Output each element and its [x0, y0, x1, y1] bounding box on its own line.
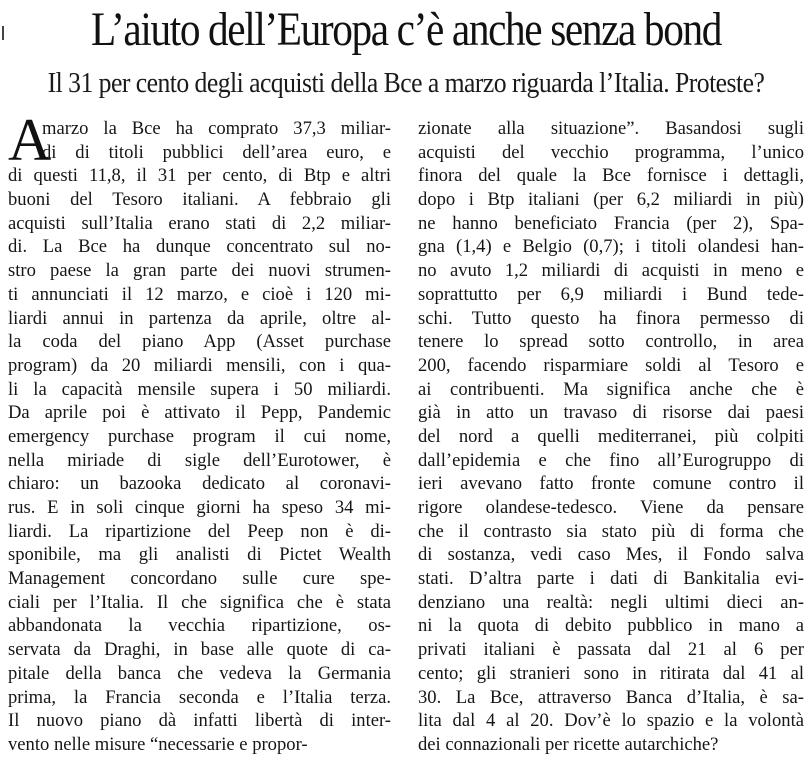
text-line: stati. D’altra parte i dati di Bankitalia evi- [418, 568, 804, 590]
subheadline: Il 31 per cento degli acquisti della Bce a marzo riguarda l’Italia. Proteste? [47, 67, 765, 99]
text-line: stro paese la gran parte dei nuovi strumen- [8, 260, 391, 282]
text-line: abbandonata la vecchia ripartizione, os- [8, 615, 391, 637]
text-line: finora del quale la Bce fornisce i dettagli, [418, 165, 804, 187]
headline: L’aiuto dell’Europa c’è anche senza bond [90, 3, 722, 56]
text-line: marzo la Bce ha comprato 37,3 miliar- [42, 118, 391, 139]
text-line: ne hanno beneficiato Francia (per 2), Spa- [418, 212, 804, 234]
text-line: program) da 20 miliardi mensili, con i qua- [8, 354, 391, 376]
text-line: cento; gli stranieri sono in ritirata dal 41 al [418, 662, 804, 684]
text-line: dopo i Btp italiani (per 6,2 miliardi in più) [418, 189, 804, 211]
text-line: rus. E in soli cinque giorni ha speso 34 mi- [8, 497, 391, 518]
text-line: sponibile, ma gli analisti di Pictet Wealth [8, 544, 391, 566]
text-line: già in atto un travaso di risorse dai paesi [418, 402, 804, 424]
text-line: che il contrasto sia stato più di forma che [418, 520, 804, 542]
text-line: dall’epidemia e che fino all’Eurogruppo di [418, 449, 804, 471]
text-line: denziano una realtà: negli ultimi dieci an- [418, 591, 804, 613]
text-line: di di titoli pubblici dell’area euro, e [42, 141, 391, 163]
text-line: ai contribuenti. Ma significa anche che è [418, 378, 804, 400]
text-line: ti annunciati il 12 marzo, e cioè i 120 mi- [8, 283, 391, 305]
article-column-right [418, 117, 804, 757]
text-line: ciali per l’Italia. Il che significa che è stata [8, 591, 391, 613]
text-line: acquisti sull’Italia erano stati di 2,2 miliar- [8, 212, 391, 234]
text-line: pitale della banca che vedeva la Germania [8, 662, 391, 684]
text-line: liardi. La ripartizione del Peep non è di- [8, 520, 391, 542]
text-line: buoni del Tesoro italiani. A febbraio gli [8, 189, 391, 211]
text-line: no avuto 1,2 miliardi di acquisti in meno e [418, 260, 804, 282]
text-line: rigore olandese-tedesco. Viene da pensare [418, 497, 804, 518]
drop-cap: A [8, 107, 52, 173]
text-line: servata da Draghi, in base alle quote di ca- [8, 639, 391, 661]
text-line: ni la quota di debito pubblico in mano a [418, 615, 804, 637]
text-line: 200, facendo risparmiare soldi al Tesoro e [418, 354, 804, 376]
text-line: la coda del piano App (Asset purchase [8, 331, 391, 353]
text-line: Il nuovo piano dà infatti libertà di inter- [8, 710, 391, 732]
text-line: zionate alla situazione”. Basandosi sugli [418, 118, 804, 139]
text-line: schi. Tutto questo ha finora permesso di [418, 307, 804, 329]
text-line: di. La Bce ha dunque concentrato sul no- [8, 236, 391, 258]
text-line: tenere lo spread sotto controllo, in area [418, 331, 804, 353]
text-line: nella miriade di sigle dell’Eurotower, è [8, 449, 391, 471]
text-line: di sostanza, vedi caso Mes, il Fondo salva [418, 544, 804, 566]
text-line: 30. La Bce, attraverso Banca d’Italia, è sa- [418, 686, 804, 708]
text-line: li la capacità mensile supera i 50 miliardi. [8, 378, 391, 400]
text-line: lita dal 4 al 20. Dov’è lo spazio e la volontà [418, 710, 804, 732]
text-line: vento nelle misure “necessarie e propor- [8, 733, 308, 755]
text-line: liardi annui in partenza da aprile, oltre al- [8, 307, 391, 329]
page-edge-mark [2, 26, 4, 40]
text-line: Management concordano sulle cure spe- [8, 568, 391, 590]
text-line: privati italiani è passata dal 21 al 6 per [418, 639, 804, 661]
text-line: prima, la Francia seconda e l’Italia terza. [8, 686, 391, 708]
text-line: emergency purchase program il cui nome, [8, 425, 391, 447]
text-line: ieri avevano fatto fronte comune contro il [418, 473, 804, 495]
text-line: Da aprile poi è attivato il Pepp, Pandemic [8, 402, 391, 424]
text-line: gna (1,4) e Belgio (0,7); i titoli olandesi han- [418, 236, 804, 258]
text-line: acquisti del vecchio programma, l’unico [418, 141, 804, 163]
text-line: chiaro: un bazooka dedicato al coronavi- [8, 473, 391, 495]
text-line: soprattutto per 6,9 miliardi i Bund tede- [418, 283, 804, 305]
article-column-left [8, 107, 391, 757]
text-line: di questi 11,8, il 31 per cento, di Btp e altri [8, 165, 391, 187]
text-line: dei connazionali per ricette autarchiche? [418, 733, 719, 755]
text-line: del nord a quelli mediterranei, più colpiti [418, 425, 804, 447]
